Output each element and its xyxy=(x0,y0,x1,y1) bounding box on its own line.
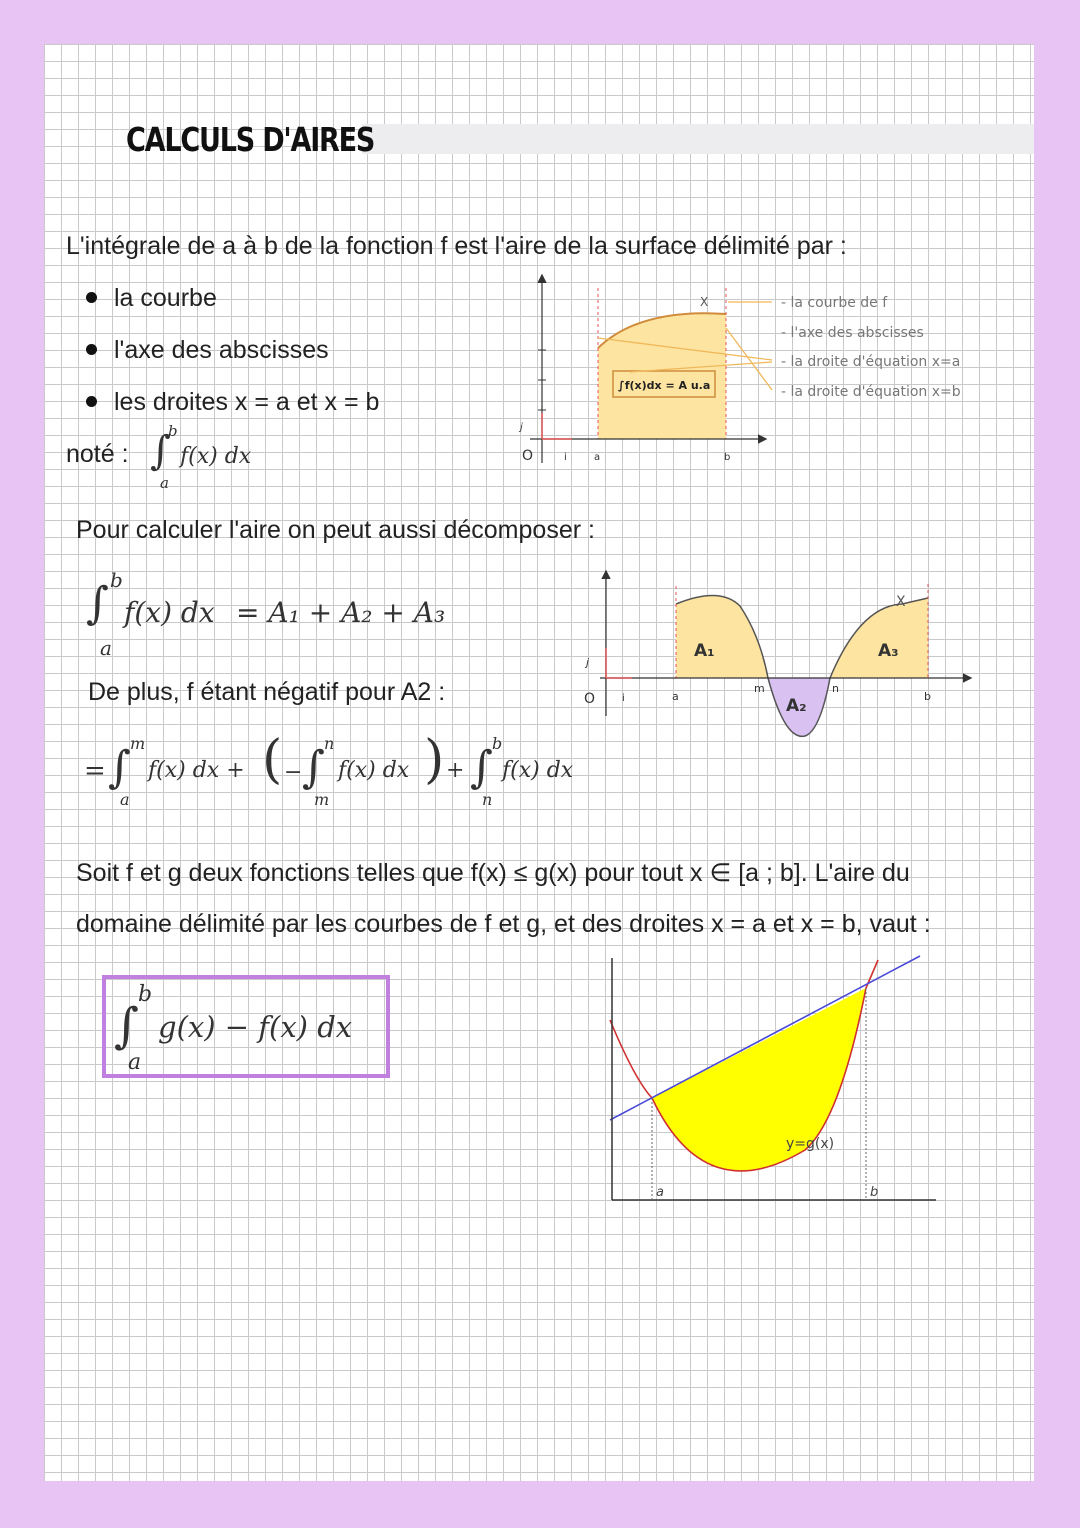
bullet-item: les droites x = a et x = b xyxy=(86,388,379,417)
upper-bound: b xyxy=(168,422,178,440)
j-label: j xyxy=(520,422,523,433)
title-band xyxy=(362,124,1034,154)
b-label: b xyxy=(870,1185,879,1200)
lower-bound: a xyxy=(100,636,112,660)
bullet-item: la courbe xyxy=(86,284,217,313)
between-text-line1: Soit f et g deux fonctions telles que f(x) ≤ g(x) pour tout x ∈ [a ; b]. L'aire du xyxy=(76,859,910,887)
integrand: g(x) − f(x) dx xyxy=(158,1010,353,1044)
a-label: a xyxy=(672,690,679,703)
intro-text: L'intégrale de a à b de la fonction f est l'aire de la surface délimité par : xyxy=(66,232,847,260)
note-label: noté : xyxy=(66,440,129,468)
lower-bound: a xyxy=(128,1050,142,1075)
legend-item: - l'axe des abscisses xyxy=(781,325,924,341)
integrand: f(x) dx xyxy=(502,758,574,783)
legend-item: - la courbe de f xyxy=(781,295,888,311)
integrand: f(x) dx xyxy=(338,758,410,783)
page-title: CALCULS D'AIRES xyxy=(126,120,375,159)
lower-bound: a xyxy=(120,790,130,809)
lower-bound: n xyxy=(482,790,493,809)
j-label: j xyxy=(586,656,590,669)
g-label: y=g(x) xyxy=(786,1136,835,1152)
integral-sign: ∫ xyxy=(150,428,171,474)
A1-label: A₁ xyxy=(694,641,715,661)
area-figure xyxy=(500,268,1000,468)
area-region xyxy=(598,313,726,439)
minus-sign: − xyxy=(284,760,303,785)
negative-note: De plus, f étant négatif pour A2 : xyxy=(88,678,446,706)
decomp-intro: Pour calculer l'aire on peut aussi décomposer : xyxy=(76,516,595,544)
integral-sign: ∫ xyxy=(302,742,325,793)
m-label: m xyxy=(754,682,765,695)
integrand: f(x) dx xyxy=(124,596,215,629)
a-label: a xyxy=(656,1185,664,1200)
upper-bound: b xyxy=(138,982,153,1007)
between-text-line2: domaine délimité par les courbes de f et g, et des droites x = a et x = b, vaut : xyxy=(76,910,931,938)
x-mark: X xyxy=(700,295,709,309)
upper-bound: b xyxy=(110,568,123,592)
A2-label: A₂ xyxy=(786,696,807,716)
between-curves-figure xyxy=(600,950,940,1210)
lower-bound: a xyxy=(160,474,169,492)
upper-bound: n xyxy=(324,734,335,753)
integral-sign: ∫ xyxy=(86,578,109,629)
i-label: i xyxy=(622,693,625,704)
upper-bound: b xyxy=(492,734,503,753)
integral-sign: ∫ xyxy=(470,742,493,793)
b-label: b xyxy=(724,452,731,463)
a-label: a xyxy=(594,452,601,463)
decomp-rhs: = A₁ + A₂ + A₃ xyxy=(236,596,446,629)
area-label: ∫f(x)dx = A u.a xyxy=(618,379,711,392)
area-A1 xyxy=(676,595,768,678)
x-mark: X xyxy=(896,594,906,610)
i-label: i xyxy=(564,452,567,463)
origin-label: O xyxy=(522,448,534,464)
decomposition-figure xyxy=(570,566,980,746)
integral-sign: ∫ xyxy=(114,998,140,1054)
upper-bound: m xyxy=(130,734,146,753)
bullet-item: l'axe des abscisses xyxy=(86,336,329,365)
origin-label: O xyxy=(584,691,596,707)
left-paren: ( xyxy=(262,730,283,790)
integral-sign: ∫ xyxy=(108,742,131,793)
right-paren: ) xyxy=(424,730,445,790)
n-label: n xyxy=(832,682,839,695)
plus-sign: + xyxy=(446,758,465,783)
b-label: b xyxy=(924,690,931,703)
integrand: f(x) dx + xyxy=(148,758,245,783)
legend-item: - la droite d'équation x=b xyxy=(781,384,961,400)
lower-bound: m xyxy=(314,790,330,809)
equals-sign: = xyxy=(84,756,106,786)
integrand: f(x) dx xyxy=(180,444,252,469)
A3-label: A₃ xyxy=(878,641,899,661)
legend-item: - la droite d'équation x=a xyxy=(781,354,961,370)
